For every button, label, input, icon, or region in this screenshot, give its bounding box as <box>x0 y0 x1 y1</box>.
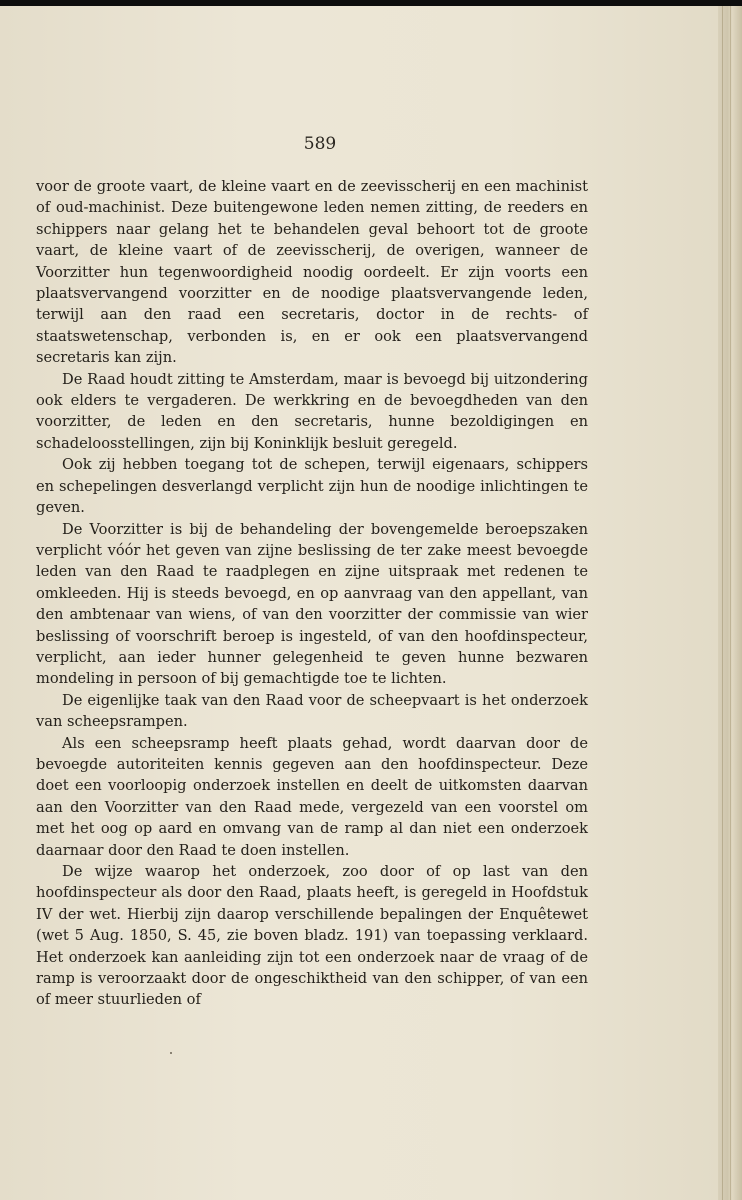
paragraph: De Voorzitter is bij de behandeling der bovengemelde beroepszaken verplicht vóór het geven van zijne beslissing de ter zake meest bevoegde leden van den Raad te raadplegen en zijne uitspraak met redenen te omkleeden. Hij is steeds bevoegd, en op aanvraag van den appellant, van den ambtenaar van wiens, of van den voorzitter der commissie van wier beslissing of voorschrift beroep is ingesteld, of van den hoofdinspecteur, verplicht, aan ieder hunner gelegenheid te geven hunne bezwaren mondeling in persoon of bij gemachtigde toe te lichten. <box>36 520 588 688</box>
paragraph: voor de groote vaart, de kleine vaart en de zeevisscherij en een machinist of oud-machinist. Deze buitengewone leden nemen zitting, de reeders en schippers naar gelang het te behandelen geval behoort tot de groote vaart, de kleine vaart of de zeevisscherij, de overigen, wanneer de Voorzitter hun tegenwoordigheid noodig oordeelt. Er zijn voorts een plaatsvervangend voorzitter en de noodige plaatsvervangende leden, terwijl aan den raad een secretaris, doctor in de rechts- of staatswetenschap, verbonden is, en er ook een plaatsvervangend secretaris kan zijn. <box>36 178 588 367</box>
paragraph: Ook zij hebben toegang tot de schepen, terwijl eigenaars, schippers en schepelingen desverlangd verplicht zijn hun de noodige inlichtingen te geven. <box>36 456 588 517</box>
body-text <box>36 176 588 1011</box>
page-number: 589 <box>303 134 337 154</box>
ink-speck <box>170 1052 172 1054</box>
paragraph: De eigenlijke taak van den Raad voor de scheepvaart is het onderzoek van scheepsrampen. <box>36 691 588 731</box>
paragraph: Als een scheepsramp heeft plaats gehad, wordt daarvan door de bevoegde autoriteiten kennis gegeven aan den hoofdinspecteur. Deze doet een voorloopig onderzoek instellen en deelt de uitkomsten daarvan aan den Voorzitter van den Raad mede, vergezeld van een voorstel om met het oog op aard en omvang van de ramp al dan niet een onderzoek daarnaar door den Raad te doen instellen. <box>36 734 588 859</box>
book-page <box>0 6 718 1200</box>
paragraph: De Raad houdt zitting te Amsterdam, maar is bevoegd bij uitzondering ook elders te vergaderen. De werkkring en de bevoegdheden van den voorzitter, de leden en den secretaris, hunne bezoldigingen en schadeloosstellingen, zijn bij Koninklijk besluit geregeld. <box>36 370 588 452</box>
page-stack-edge <box>718 6 742 1200</box>
paragraph: De wijze waarop het onderzoek, zoo door of op last van den hoofdinspecteur als door den Raad, plaats heeft, is geregeld in Hoofdstuk IV der wet. Hierbij zijn daarop verschillende bepalingen der Enquêtewet (wet 5 Aug. 1850, S. 45, zie boven bladz. 191) van toepassing verklaard. Het onderzoek kan aanleiding zijn tot een onderzoek naar de vraag of de ramp is veroorzaakt door de ongeschiktheid van den schipper, of van een of meer stuurlieden of <box>36 863 588 1009</box>
